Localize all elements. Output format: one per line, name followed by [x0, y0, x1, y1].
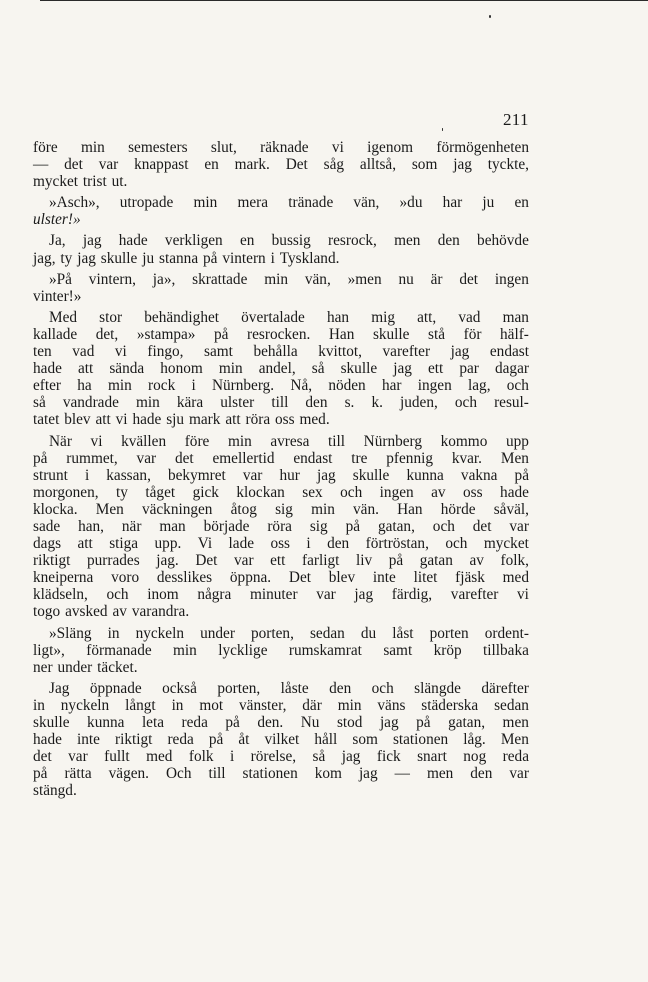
text-line: ligt», förmanade min lycklige rumskamrat samt kröp tillbaka	[33, 641, 529, 659]
text-line: ner under täcket.	[33, 658, 138, 676]
body-text	[33, 139, 529, 799]
page-top-edge-rule	[40, 0, 648, 1]
text-line: så vandrade min kära ulster till den s. k. juden, och resul-	[33, 394, 529, 412]
text-line: vinter!»	[33, 287, 82, 305]
text-line: togo avsked av varandra.	[33, 603, 190, 621]
text-line: hade att sända honom min andel, så skulle jag ett par dagar	[33, 360, 529, 378]
text-line: stängd.	[33, 782, 77, 800]
text-line: klocka. Men väckningen åtog sig min vän. Han hörde såväl,	[33, 500, 529, 518]
text-line: Med stor behändighet övertalade han mig att, vad man	[49, 308, 529, 326]
text-line: dags att stiga upp. Vi lade oss i den förtröstan, och mycket	[33, 535, 529, 553]
text-line: efter ha min rock i Nürnberg. Nå, nöden har ingen lag, och	[33, 377, 529, 395]
ink-speck	[442, 128, 443, 131]
text-line: »Släng in nyckeln under porten, sedan du låst porten ordent-	[49, 624, 529, 642]
text-line: Ja, jag hade verkligen en bussig resrock, men den behövde	[49, 232, 529, 250]
text-line: det var fullt med folk i rörelse, så jag fick snart nog reda	[33, 748, 529, 766]
text-line: tatet blev att vi hade sju mark att röra oss med.	[33, 411, 330, 429]
text-line: jag, ty jag skulle ju stanna på vintern i Tyskland.	[33, 249, 340, 267]
text-line: ten vad vi fingo, samt behålla kvittot, varefter jag endast	[33, 343, 529, 361]
ink-speck	[489, 15, 491, 18]
text-line: på rätta vägen. Och till stationen kom jag — men den var	[33, 765, 529, 783]
text-line: ulster!»	[33, 211, 81, 229]
text-line: mycket trist ut.	[33, 173, 128, 191]
text-line: kallade det, »stampa» på resrocken. Han skulle stå för hälf-	[33, 325, 529, 343]
text-line: — det var knappast en mark. Det såg alltså, som jag tyckte,	[33, 156, 529, 174]
text-line: klädseln, och inom några minuter var jag färdig, varefter vi	[33, 586, 529, 604]
text-line: hade inte riktigt reda på åt vilket håll som stationen låg. Men	[33, 731, 529, 749]
text-line: in nyckeln långt in mot vänster, där min väns städerska sedan	[33, 696, 529, 714]
text-line: »På vintern, ja», skrattade min vän, »men nu är det ingen	[49, 270, 529, 288]
text-line: När vi kvällen före min avresa till Nürnberg kommo upp	[49, 432, 529, 450]
text-line: riktigt purrades jag. Det var ett farligt liv på gatan av folk,	[33, 552, 529, 570]
text-line: sade han, när man började röra sig på gatan, och det var	[33, 517, 529, 535]
text-line: »Asch», utropade min mera tränade vän, »du har ju en	[49, 194, 529, 212]
text-line: morgonen, ty tåget gick klockan sex och ingen av oss hade	[33, 483, 529, 501]
text-line: skulle kunna leta reda på den. Nu stod jag på gatan, men	[33, 714, 529, 731]
text-line: strunt i kassan, bekymret var hur jag skulle kunna vakna på	[33, 466, 529, 484]
text-line: Jag öppnade också porten, låste den och slängde därefter	[49, 679, 529, 697]
page-number: 211	[503, 110, 529, 129]
text-line: kneiperna voro desslikes öppna. Det blev inte litet fjäsk med	[33, 569, 529, 587]
text-line: på rummet, var det emellertid endast tre pfennig kvar. Men	[33, 449, 529, 467]
text-line: före min semesters slut, räknade vi igenom förmögenheten	[33, 139, 529, 156]
